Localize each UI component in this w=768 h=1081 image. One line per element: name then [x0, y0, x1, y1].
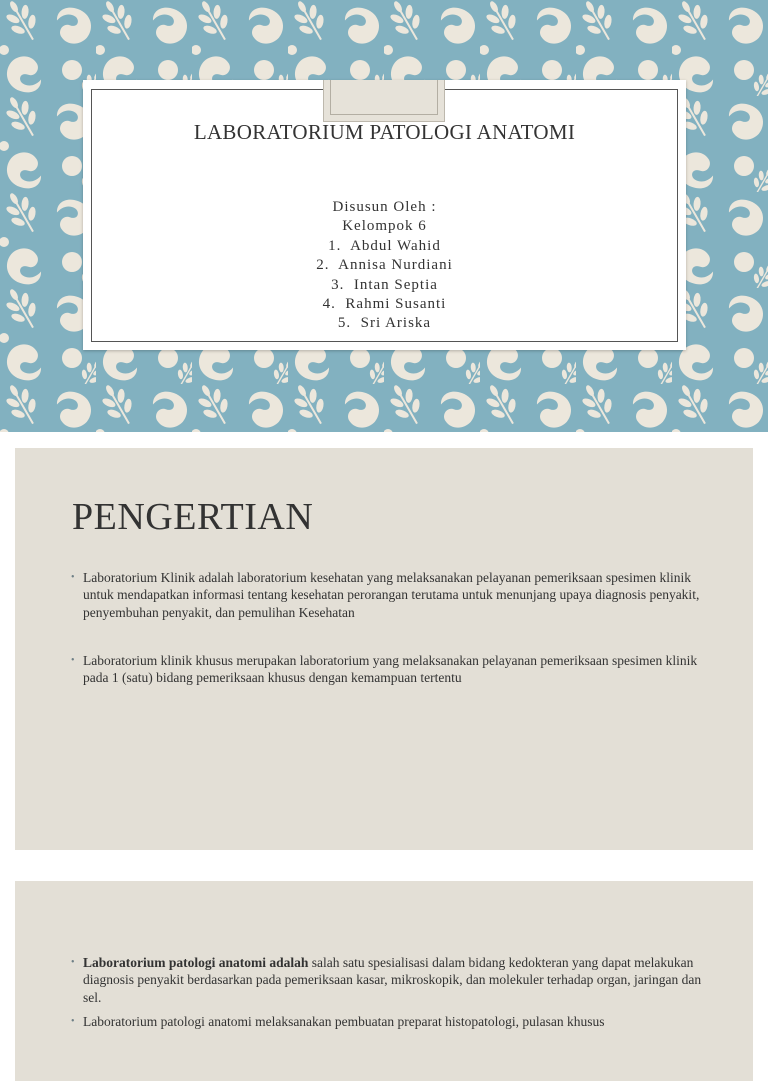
slide-heading: PENGERTIAN: [72, 496, 314, 538]
author-line: 4. Rahmi Susanti: [322, 296, 447, 313]
bullet-list: [71, 954, 703, 1006]
bullet-icon: •: [71, 572, 75, 583]
bullet-text: Laboratorium patologi anatomi melaksanakan pembuatan preparat histopatologi, pulasan khusus: [83, 1014, 605, 1029]
bullet-icon: •: [71, 655, 75, 666]
bullet-text: Laboratorium Klinik adalah laboratorium kesehatan yang melaksanakan pelayanan pemeriksaan spesimen klinik untuk mendapatkan informasi tentang kesehatan perorangan terutama untuk menunjang upaya diagnosis penyakit, penyembuhan penyakit, dan pemulihan Kesehatan: [83, 570, 700, 620]
list-item: [71, 569, 703, 621]
bullet-list: [71, 1013, 703, 1030]
slide-title: LABORATORIUM PATOLOGI ANATOMI: [193, 120, 576, 144]
list-item: [71, 652, 703, 687]
patologi-anatomi-slide: [15, 881, 753, 1081]
bullet-icon: •: [71, 1016, 75, 1027]
bullet-text: Laboratorium klinik khusus merupakan laboratorium yang melaksanakan pelayanan pemeriksaan spesimen klinik pada 1 (satu) bidang pemeriksaan khusus dengan kemampuan tertentu: [83, 653, 698, 686]
author-line: 1. Abdul Wahid: [328, 237, 441, 254]
author-line: 5. Sri Ariska: [337, 315, 432, 332]
bullet-icon: •: [71, 957, 75, 968]
bullet-list: [71, 569, 703, 621]
list-item: [71, 1013, 703, 1030]
bullet-text: salah satu spesialisasi dalam bidang kedokteran yang dapat melakukan diagnosis penyakit berdasarkan pada pemeriksaan kasar, mikroskopik, dan molekuler terhadap organ, jaringan dan sel.: [83, 955, 702, 1005]
author-line: Disusun Oleh :: [332, 199, 437, 215]
author-line: 3. Intan Septia: [331, 276, 438, 293]
author-line: 2. Annisa Nurdiani: [316, 257, 453, 274]
list-item: [71, 954, 703, 1006]
bullet-bold-text: Laboratorium patologi anatomi adalah: [83, 955, 309, 970]
title-card: [83, 80, 686, 350]
author-line: Kelompok 6: [342, 218, 427, 235]
bullet-list: [71, 652, 703, 687]
card-tab-decoration: [323, 80, 445, 122]
authors-block: [83, 198, 686, 334]
pengertian-slide: [15, 448, 753, 850]
title-slide: [0, 0, 768, 432]
